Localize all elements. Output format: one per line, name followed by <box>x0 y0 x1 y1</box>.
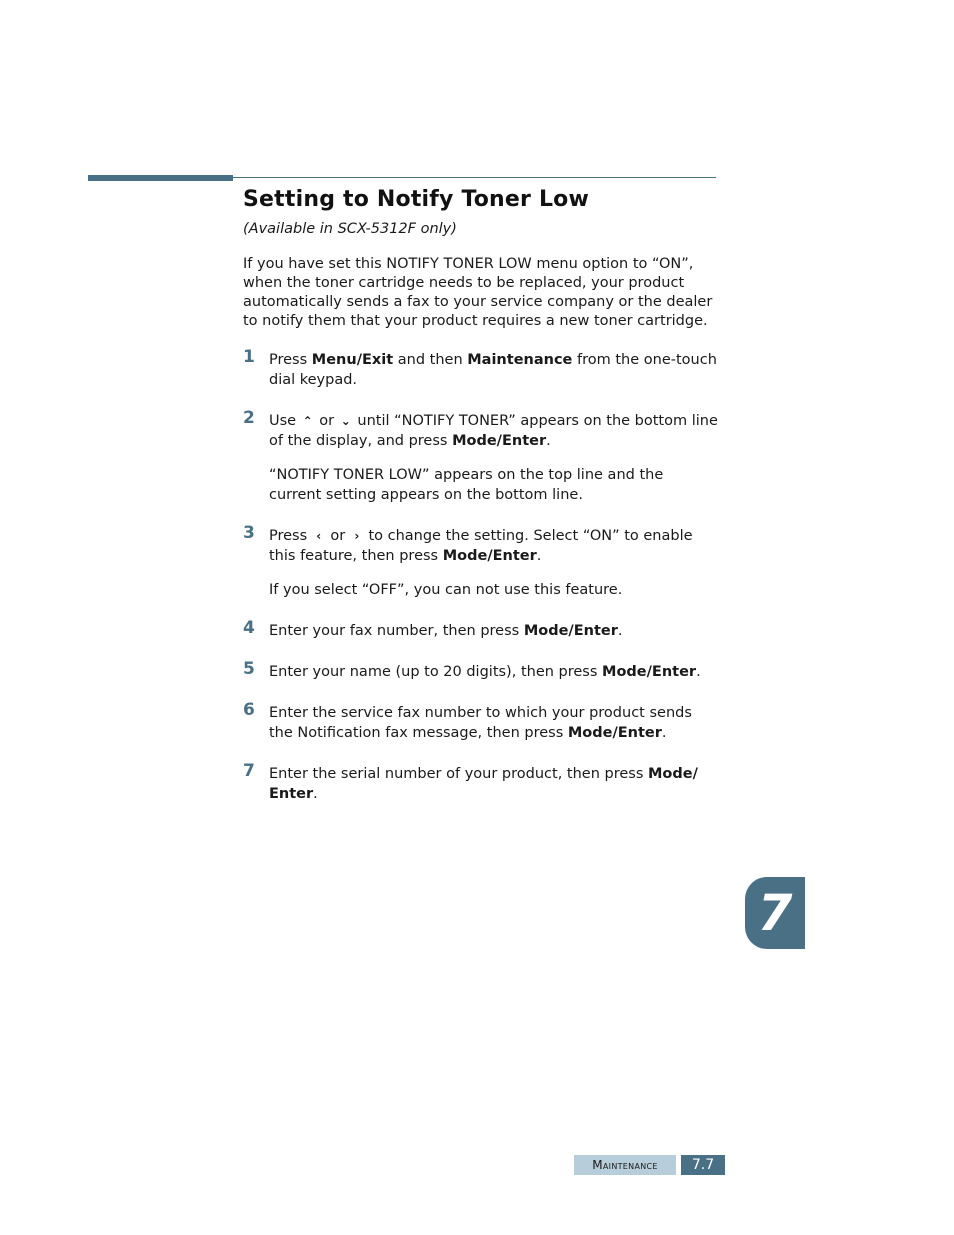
step-text: Enter the service fax number to which your product sends the Notification fax message, then press Mode/Enter. <box>269 705 692 741</box>
scroll-down-icon: ⌄ <box>340 414 351 428</box>
step-number: 2 <box>243 408 255 428</box>
intro-paragraph: If you have set this NOTIFY TONER LOW menu option to “ON”, when the toner cartridge needs to be replaced, your product automatically sends a fax to your service company or the dealer to notify them that your product requires a new toner cartridge. <box>243 256 713 329</box>
footer-section-label: Maintenance <box>574 1155 676 1175</box>
step-text: Use ⌃ or ⌄ until “NOTIFY TONER” appears on the bottom line of the display, and press Mode/Enter. <box>269 413 718 449</box>
mode-enter-key: Mode/Enter <box>602 664 697 680</box>
step-4 <box>243 618 718 641</box>
scroll-up-icon: ⌃ <box>302 414 313 428</box>
footer-page-number: 7.7 <box>681 1155 725 1175</box>
step-text: Enter your name (up to 20 digits), then press Mode/Enter. <box>269 664 701 680</box>
availability-note: (Available in SCX-5312F only) <box>243 221 457 237</box>
step-number: 4 <box>243 618 255 638</box>
step-text: Enter the serial number of your product, then press Mode/ Enter. <box>269 766 698 802</box>
scroll-left-icon: ‹ <box>316 529 322 543</box>
step-number: 1 <box>243 347 255 367</box>
step-6 <box>243 700 718 743</box>
step-text: Press ‹ or › to change the setting. Select “ON” to enable this feature, then press Mode/Enter. <box>269 528 693 564</box>
mode-enter-key: Mode/ Enter <box>269 766 698 802</box>
mode-enter-key: Mode/Enter <box>523 623 618 639</box>
step-2 <box>243 408 718 505</box>
step-7 <box>243 761 718 804</box>
step-note: If you select “OFF”, you can not use this feature. <box>269 582 623 598</box>
mode-enter-key: Mode/Enter <box>442 548 537 564</box>
section-rule-thin <box>233 177 716 178</box>
step-text: Press Menu/Exit and then Maintenance from the one-touch dial keypad. <box>269 352 717 388</box>
step-number: 3 <box>243 523 255 543</box>
mode-enter-key: Mode/Enter <box>567 725 662 741</box>
step-5 <box>243 659 718 682</box>
menu-exit-key: Menu/Exit <box>311 352 394 368</box>
step-text: Enter your fax number, then press Mode/Enter. <box>269 623 623 639</box>
scroll-right-icon: › <box>354 529 360 543</box>
section-title: Setting to Notify Toner Low <box>243 187 590 212</box>
step-number: 7 <box>243 761 255 781</box>
section-rule-thick <box>88 175 233 181</box>
steps-list <box>243 347 718 804</box>
step-number: 6 <box>243 700 255 720</box>
step-3 <box>243 523 718 600</box>
mode-enter-key: Mode/Enter <box>452 433 547 449</box>
step-note: “NOTIFY TONER LOW” appears on the top line and the current setting appears on the bottom line. <box>269 467 664 503</box>
main-content <box>243 184 718 804</box>
chapter-tab: 7 <box>745 877 805 949</box>
step-1 <box>243 347 718 390</box>
step-number: 5 <box>243 659 255 679</box>
maintenance-key: Maintenance <box>467 352 573 368</box>
